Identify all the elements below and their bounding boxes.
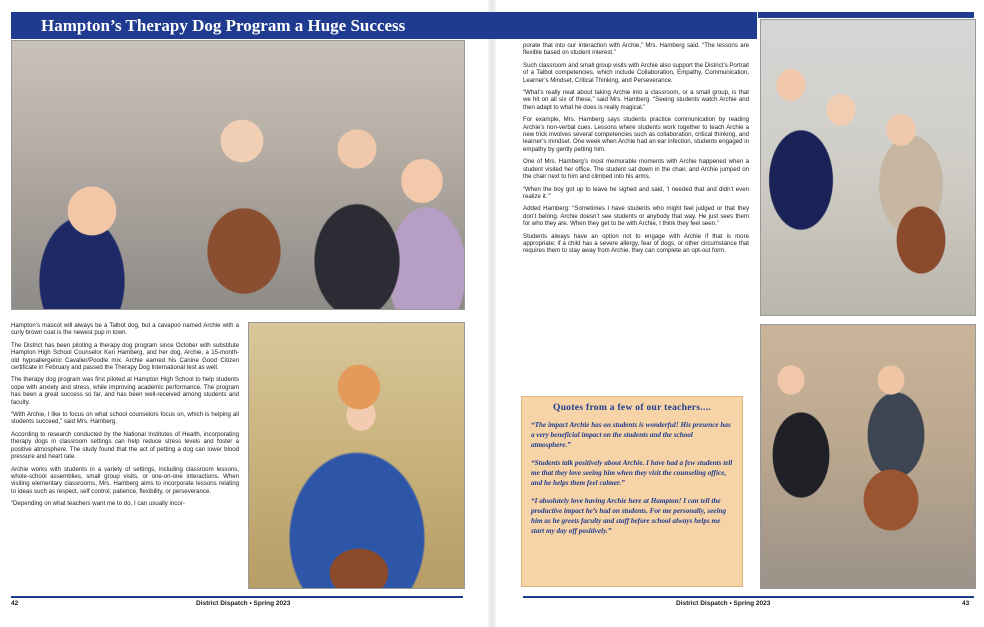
paragraph: For example, Mrs. Hamberg says students practice communication by reading Archie’s non-verbal cues. Lessons where students work together to teach Archie a new trick involves several competencies such as collaboration, critical thinking, and learner’s mindset. One week when Archie had an ear infection, students engaged in empathy by gently petting him. (523, 116, 749, 153)
paragraph: The therapy dog program was first piloted at Hampton High School to help students cope with anxiety and stress, while improving academic performance. The program has been a great success so far, and has been well-received among students and faculty. (11, 376, 239, 406)
photo-students-petting-dog (760, 19, 976, 316)
photo-classroom-with-dog (760, 324, 976, 589)
quotes-heading: Quotes from a few of our teachers.... (553, 403, 711, 413)
footer-rule-left (11, 596, 463, 598)
paragraph: Such classroom and small group visits with Archie also support the District’s Portrait of a Talbot competencies, which include Collaboration, Empathy, Communication, Learner’s Mindset, Critical Thinking, and Perseverance. (523, 61, 749, 84)
paragraph: Added Hamberg: “Sometimes I have students who might feel judged or that they don’t belong. Archie doesn’t see students or anybody that way. He just sees them for who they are. When they get to be with Archie, I think they feel seen.” (523, 205, 749, 228)
paragraph: Hampton’s mascot will always be a Talbot dog, but a cavapoo named Archie with a curly brown coat is the newest pup in town. (11, 322, 239, 337)
quote: “The impact Archie has on students is wonderful! His presence has a very beneficial impact on the students and the school atmosphere.” (531, 421, 731, 449)
banner-strip (758, 12, 974, 18)
photo-student-holding-dog (248, 322, 465, 589)
paragraph: One of Mrs. Hamberg’s most memorable moments with Archie happened when a student visited her office. The student sat down in the chair, and Archie jumped on the chair next to him and climbed into his arms. (523, 158, 749, 181)
paragraph: porate that into our interaction with Archie,” Mrs. Hamberg said. “The lessons are flexible based on student interest.” (523, 42, 749, 57)
page-number-left: 42 (11, 600, 19, 607)
middle-column-text (523, 42, 749, 260)
paragraph: “When the boy got up to leave he sighed and said, ‘I needed that and didn’t even realize it.’” (523, 185, 749, 200)
publication-left: District Dispatch • Spring 2023 (196, 600, 291, 607)
paragraph: According to research conducted by the National Institutes of Health, incorporating therapy dogs in classroom settings can help reduce stress levels and foster a positive atmosphere. The study found that the act of petting a dog can lower blood pressure and heart rate. (11, 430, 239, 461)
quote: “Students talk positively about Archie. I have had a few students tell me that they love seeing him when they visit the counseling office, and he helps them feel calmer.” (531, 459, 733, 487)
paragraph: “With Archie, I like to focus on what school counselors focus on, which is helping all students succeed,” said Mrs. Hamberg. (11, 411, 239, 426)
left-column-text (11, 322, 239, 513)
paragraph: “What’s really neat about taking Archie into a classroom, or a small group, is that we hit on all six of these,” said Mrs. Hamberg. “Seeing students watch Archie and then adapt to what he does is really magical.” (523, 89, 749, 111)
article-title: Hampton’s Therapy Dog Program a Huge Success (11, 12, 757, 39)
photo-students-with-dog (11, 40, 465, 310)
paragraph: The District has been piloting a therapy dog program since October with substitute Hampton High School Counselor Keri Hamberg, and her dog, Archie, a 15-month-old hypoallergenic Cavalier/Poodle mix. Archie earned his Canine Good Citizen certificate in February and passed the Therapy Dog International test as well. (11, 341, 239, 372)
quote: “I absolutely love having Archie here at Hampton! I can tell the productive impact he’s had on students. For me personally, seeing him as he greets faculty and staff before school always helps me start my day off positively.” (531, 497, 727, 535)
page-gutter (488, 0, 496, 627)
publication-right: District Dispatch • Spring 2023 (676, 600, 771, 607)
page-number-right: 43 (962, 600, 970, 607)
paragraph: Students always have an option not to engage with Archie if that is more appropriate; if a child has a severe allergy, fear of dogs, or other circumstance that requires them to stay away from Archie, they can complete an opt-out form. (523, 232, 749, 255)
footer-rule-right (523, 596, 974, 598)
paragraph: “Depending on what teachers want me to do, I can usually incor- (11, 500, 185, 508)
teacher-quotes-box (521, 396, 743, 587)
paragraph: Archie works with students in a variety of settings, including classroom lessons, whole-school assemblies, small group visits, or one-on-one interactions. When visiting elementary classrooms, Mrs. Hamberg aims to incorporate lessons relating to ideas such as respect, self control, patience, flexibility, or perseverance. (11, 465, 239, 495)
